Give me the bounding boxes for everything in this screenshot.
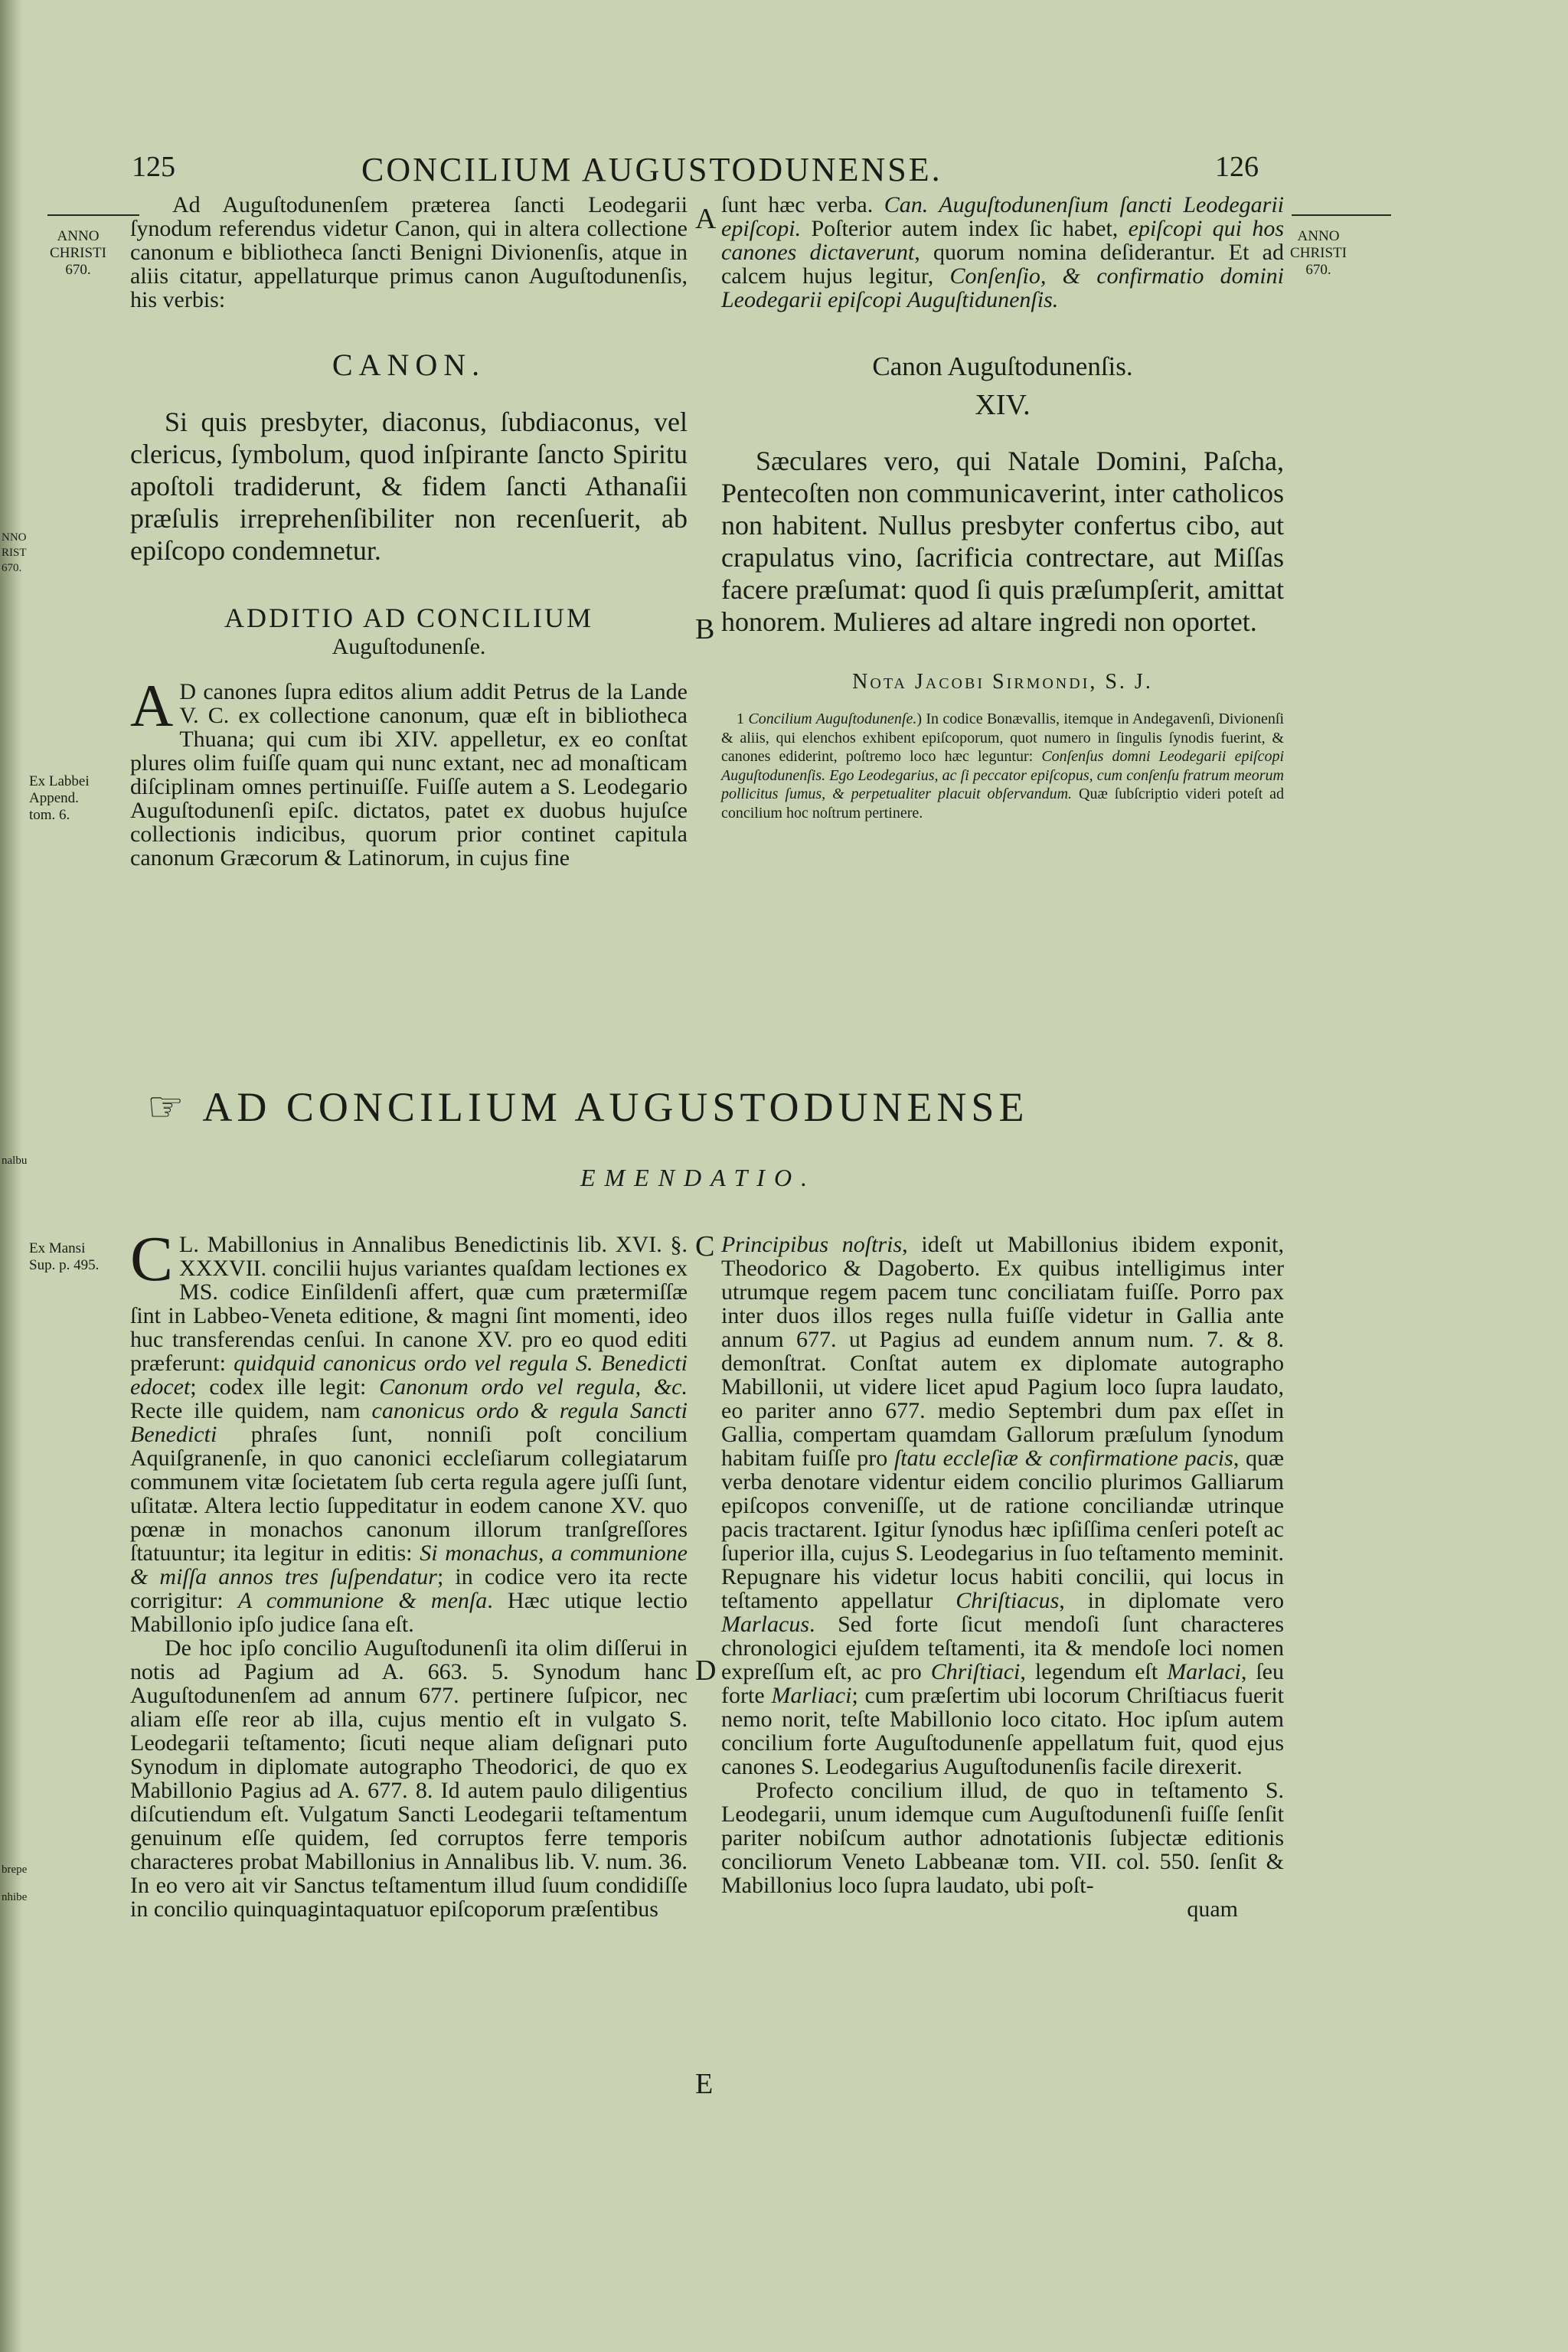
section-letter-d: D <box>695 1655 717 1687</box>
additio-text: A D canones ſupra editos alium addit Petrus de la Lande V. C. ex collectione canonum, quæ eſt in bibliotheca Thuana; qui cum ibi XIV. appelletur, ex eo conſtat plures olim fuiſſe quam qui nunc extant, nec ad monaſticam diſciplinam omnes pertinuiſſe. Fuiſſe autem a S. Leodegario Auguſtodunenſi epiſc. dictatos, patet ex duobus hujuſce collectionis indicibus, quorum prior continet capitula canonum Græcorum & Latinorum, in cujus fine <box>130 672 688 871</box>
emendatio-paragraph-4: Profecto concilium illud, de quo in teſtamento S. Leodegarii, unum idemque cum Auguſtodunenſi fuiſſe ſenſit pariter nobiſcum author adnotationis ſubjectæ editionis conciliorum Veneto Labbeanæ tom. VII. col. 550. ſenſit & Mabillonius loco ſupra laudato, ubi poſt- <box>721 1778 1284 1898</box>
main-heading-title: AD CONCILIUM AUGUSTODUNENSE <box>202 1084 1029 1130</box>
margin-anno-right: ANNO CHRISTI 670. <box>1290 228 1347 278</box>
margin-ex-labbei: Ex Labbei Append. tom. 6. <box>29 773 90 823</box>
section-letter-a: A <box>695 203 717 235</box>
canon-text: Si quis presbyter, diaconus, ſubdiaconus, vel clericus, ſymbolum, quod inſpirante ſancto Spiritu apoſtoli tradiderunt, & fidem ſancti Athanaſii præſulis irreprehenſibiliter non recenſuerit, ab epiſcopo condemnetur. <box>130 407 688 566</box>
section-letter-b: B <box>695 613 715 645</box>
additio-subheading: Auguſtodunenſe. <box>332 634 486 659</box>
emendatio-paragraph-1: C L. Mabillonius in Annalibus Benedictinis lib. XVI. §. XXXVII. concilii hujus variantes quaſdam lectiones ex MS. codice Einſildenſi affert, quæ cum prætermiſſæ ſint in Labbeo-Veneta editione, & magni ſint momenti, ideo huc transferendas cenſui. In canone XV. pro eo quod editi præferunt: quidquid canonicus ordo vel regula S. Benedicti edocet; codex ille legit: Canonum ordo vel regula, &c. Recte ille quidem, nam canonicus ordo & regula Sancti Benedicti phraſes ſunt, nonniſi poſt concilium Aquiſgranenſe, in quo canonici eccleſiarum collegiatarum communem vitæ ſocietatem ſub certa regula agere juſſi ſunt, uſitatæ. Altera lectio ſuppeditatur in eodem canone XV. quo pœnæ in monachos canonum illorum tranſgreſſores ſtatuuntur; ita legitur in editis: Si monachus, a communione & miſſa annos tres ſuſpendatur; in codice vero ita recte corrigitur: A communione & menſa. Hæc utique lectio Mabillonio ipſo judice ſana eſt. <box>130 1223 688 1637</box>
margin-ex-mansi: Ex Mansi Sup. p. 495. <box>29 1240 100 1273</box>
intro-paragraph: Ad Auguſtodunenſem præterea ſancti Leodegarii ſynodum referendus videtur Canon, qui in altera collectione canonum e bibliotheca ſancti Benigni Divionenſis, atque in aliis citatur, appellaturque primus canon Auguſtodunenſis, his verbis: <box>130 192 688 312</box>
drop-cap-a: A <box>130 672 174 739</box>
sirmond-note: 1 Concilium Auguſtodunenſe.) In codice Bonævallis, itemque in Andegavenſi, Divionenſi & aliis, qui elenchos exhibent epiſcoporum, quot numero in ſingulis ſynodis fuerint, & canones ediderint, poſtremo loco hæc leguntur: Conſenſus domni Leodegarii epiſcopi Auguſtodunenſis. Ego Leodegarius, ac ſi peccator epiſcopus, cum conſenſu fratrum meorum pollicitus ſumus, & perpetualiter placuit obſervandum. Quæ ſubſcriptio videri poteſt ad concilium hoc noſtrum pertinere. <box>721 710 1285 822</box>
book-gutter <box>0 0 23 2352</box>
additio-heading: ADDITIO AD CONCILIUM <box>224 603 593 633</box>
emendatio-paragraph-2: De hoc ipſo concilio Auguſtodunenſi ita olim diſſerui in notis ad Pagium ad A. 663. 5. Synodum hanc Auguſtodunenſem ad annum 677. pertinere ſuſpicor, nec aliam eſſe reor ab illa, cujus mentio eſt in vulgato S. Leodegarii teſtamento; ſicuti neque aliam deſignari puto Synodum in diplomate autographo Theodorici, de quo ex Mabillonio Pagius ad A. 677. 8. Id autem paulo diligentius diſcutiendum eſt. Vulgatum Sancti Leodegarii teſtamentum genuinum eſſe quidem, ſed corruptos ferre temporis characteres probat Mabillonius in Annalibus lib. V. num. 36. In eo vero ait vir Sanctus teſtamentum illud ſuum condidiſſe in concilio quinquagintaquatuor epiſcoporum præſentibus <box>130 1635 688 1922</box>
running-title: CONCILIUM AUGUSTODUNENSE. <box>361 151 942 188</box>
left-top-column <box>130 193 688 870</box>
nota-heading: Nota Jacobi Sirmondi, S. J. <box>852 670 1153 694</box>
canon-number: XIV. <box>975 389 1031 421</box>
right-top-column <box>721 193 1284 822</box>
canon-heading: CANON. <box>332 348 486 382</box>
edge-fragment-2: brepe <box>2 1864 28 1876</box>
edge-fragment-3: nhibe <box>2 1891 28 1903</box>
page-number-left: 125 <box>132 151 175 183</box>
edge-fragment-1: nalbu <box>2 1155 28 1167</box>
page-number-right: 126 <box>1215 151 1259 183</box>
pointing-hand-icon: ☞ <box>147 1084 189 1130</box>
main-heading <box>147 1083 1311 1131</box>
section-letter-c: C <box>695 1230 715 1263</box>
book-page <box>2 0 1556 2352</box>
right-bottom-column <box>721 1233 1284 1921</box>
edge-fragment-anno: NNO RIST 670. <box>2 531 27 574</box>
main-subheading: EMENDATIO. <box>580 1164 817 1191</box>
canon-heading-right: Canon Auguſtodunenſis. <box>872 351 1133 381</box>
section-letter-e: E <box>695 2068 714 2100</box>
emendatio-paragraph-3: Principibus noſtris, ideſt ut Mabillonius ibidem exponit, Theodorico & Dagoberto. Ex quibus intelligimus inter utrumque regem pacem tunc conciliatam fuiſſe. Porro pax inter duos illos reges nulla fuiſſe videtur in Gallia ante annum 677. ut Pagius ad eundem annum num. 7. & 8. demonſtrat. Conſtat autem ex diplomate autographo Mabillonii, ut videre licet apud Pagium loco ſupra laudato, eo pariter anno 677. medio Septembri dum pax eſſet in Gallia, compertam quamdam Gallorum præſulum ſynodum habitam fuiſſe pro ſtatu eccleſiæ & confirmatione pacis, quæ verba denotare videntur eidem concilio plurimos Galliarum epiſcopos conveniſſe, ut de ratione conciliandæ utrinque pacis tractarent. Igitur ſynodus hæc ipſiſſima cenſeri poteſt ac ſuperior illa, cujus S. Leodegarius in ſuo teſtamento meminit. Repugnare his videtur locus habiti concilii, qui locus in teſtamento appellatur Chriſtiacus, in diplomate vero Marlacus. Sed forte ſicut mendoſi ſunt characteres chronologici ejuſdem teſtamenti, ita & mendoſe loci nomen expreſſum eſt, ac pro Chriſtiaci, legendum eſt Marlaci, ſeu forte Marliaci; cum præſertim ubi locorum Chriſtiacus fuerit nemo norit, teſte Mabillonio loco citato. Hoc ipſum autem concilium forte Auguſtodunenſe appellatum fuit, quod ejus canones S. Leodegarius Auguſtodunenſis facile direxerit. <box>721 1232 1284 1779</box>
drop-cap-c: C <box>130 1223 174 1295</box>
left-bottom-column <box>130 1223 688 1922</box>
right-intro: ſunt hæc verba. Can. Auguſtodunenſium ſancti Leodegarii epiſcopi. Poſterior autem index ſic habet, epiſcopi qui hos canones dictaverunt, quorum nomina deſiderantur. Et ad calcem hujus legitur, Conſenſio, & confirmatio domini Leodegarii epiſcopi Auguſtidunenſis. <box>721 192 1284 312</box>
margin-rule-right <box>1292 214 1391 216</box>
margin-rule-left <box>47 214 139 216</box>
canon-text-right: Sæculares vero, qui Natale Domini, Paſcha, Pentecoſten non communicaverint, inter catholicos non habitent. Nullus presbyter confertus cibo, aut crapulatus vino, ſacrificia contrectare, aut Miſſas facere præſumat: quod ſi quis præſumpſerit, amittat honorem. Mulieres ad altare ingredi non oportet. <box>721 446 1284 637</box>
catchword: quam <box>1187 1896 1238 1922</box>
margin-anno-left: ANNO CHRISTI 670. <box>50 228 106 278</box>
